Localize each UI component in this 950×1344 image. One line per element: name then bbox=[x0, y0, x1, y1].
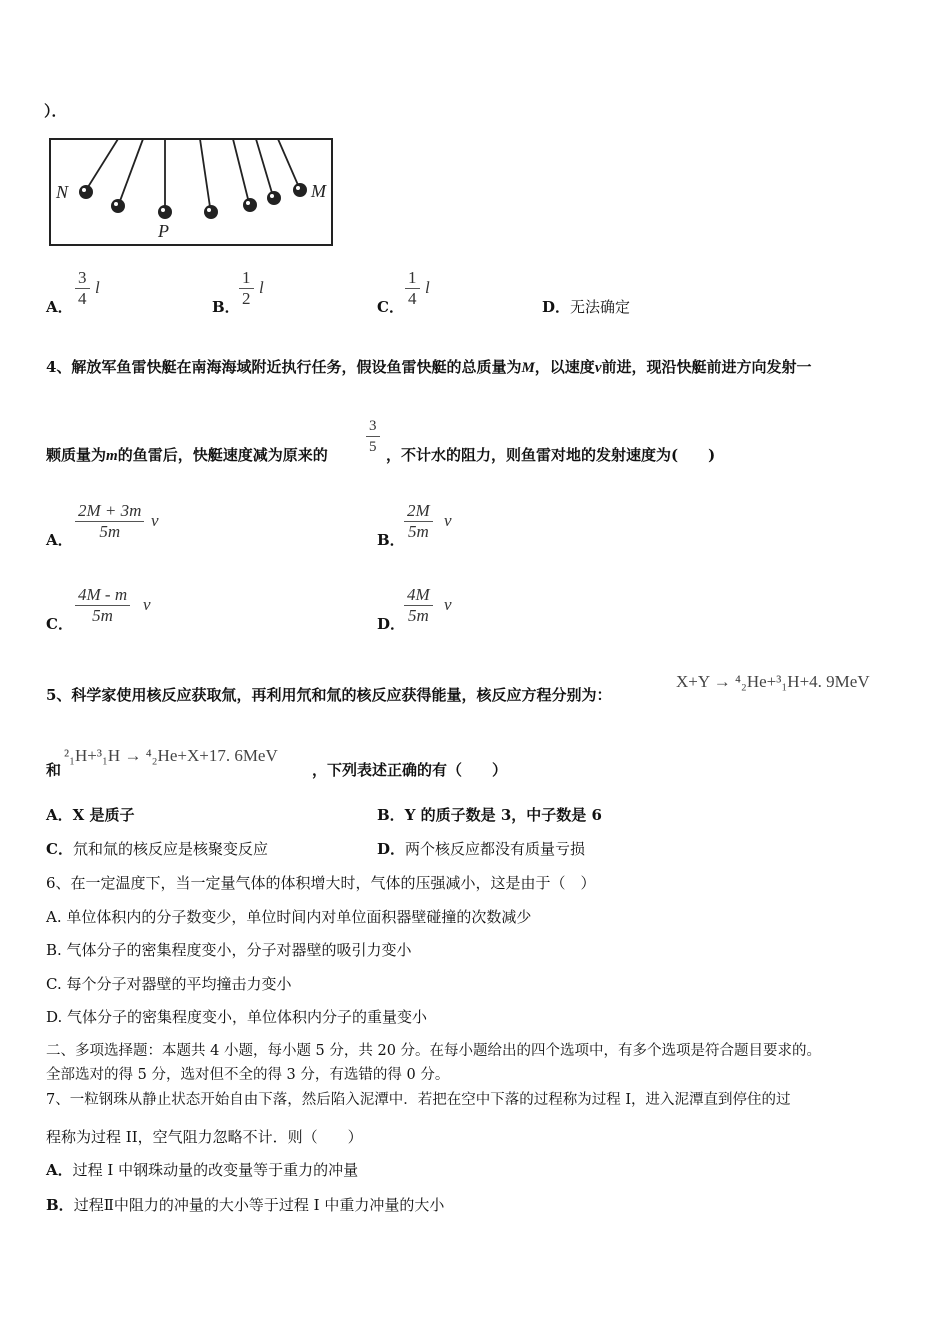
q5-option-c[interactable]: C．氘和氚的核反应是核聚变反应 bbox=[46, 840, 268, 858]
option-a[interactable]: A． bbox=[46, 298, 73, 316]
option-d[interactable]: D．无法确定 bbox=[542, 298, 631, 316]
q6-option-a[interactable]: A. 单位体积内的分子数变少，单位时间内对单位面积器壁碰撞的次数减少 bbox=[46, 908, 532, 926]
q4-option-a[interactable]: A． bbox=[46, 531, 73, 549]
label-p: P bbox=[158, 221, 169, 241]
option-b-fraction: 1 2 l bbox=[239, 268, 254, 309]
q4-option-b[interactable]: B． bbox=[377, 531, 405, 549]
q4-option-b-fraction: 2M 5m v bbox=[404, 501, 433, 542]
section2-heading: 二、多项选择题：本题共 4 小题，每小题 5 分，共 20 分。在每小题给出的四个选项中，有多个选项是符合题目要求的。 bbox=[46, 1043, 822, 1059]
q4-option-c-fraction: 4M - m 5m v bbox=[75, 585, 130, 626]
label-m: M bbox=[311, 181, 326, 201]
q5-equation-2: ²₁H+³₁H → ⁴₂He+X+17. 6MeV bbox=[64, 746, 278, 765]
q4-stem-line2-end: ，不计水的阻力，则鱼雷对地的发射速度为( ) bbox=[386, 446, 716, 464]
q4-stem-line2: 颗质量为m的鱼雷后，快艇速度减为原来的 bbox=[46, 446, 328, 464]
section2-note: 全部选对的得 5 分，选对但不全的得 3 分，有选错的得 0 分。 bbox=[46, 1067, 450, 1083]
ball-p bbox=[158, 205, 172, 219]
q5-stem-line1: 5、科学家使用核反应获取氚，再利用氘和氚的核反应获得能量，核反应方程分别为： bbox=[46, 686, 612, 704]
q4-option-c[interactable]: C． bbox=[46, 615, 73, 633]
ball-n bbox=[79, 185, 93, 199]
q5-stem-line2: ，下列表述正确的有（ ） bbox=[312, 761, 508, 779]
q4-fraction: 3 5 bbox=[366, 416, 380, 457]
q4-option-a-fraction: 2M + 3m 5m v bbox=[75, 501, 144, 542]
q7-stem-line2: 程称为过程 II，空气阻力忽略不计．则（ ） bbox=[46, 1128, 363, 1146]
q6-stem: 6、在一定温度下，当一定量气体的体积增大时，气体的压强减小，这是由于（ ） bbox=[46, 874, 596, 892]
option-c[interactable]: C． bbox=[377, 298, 404, 316]
q7-option-a[interactable]: A．过程 I 中钢珠动量的改变量等于重力的冲量 bbox=[46, 1161, 359, 1179]
option-b[interactable]: B． bbox=[212, 298, 240, 316]
question-fragment: ）． bbox=[44, 102, 67, 120]
q6-option-c[interactable]: C. 每个分子对器壁的平均撞击力变小 bbox=[46, 975, 292, 993]
q7-stem-line1: 7、一粒钢珠从静止状态开始自由下落，然后陷入泥潭中．若把在空中下落的过程称为过程 I，进入泥潭直到停住的过 bbox=[46, 1092, 791, 1108]
q4-stem-line1: 4、解放军鱼雷快艇在南海海域附近执行任务，假设鱼雷快艇的总质量为M，以速度v前进，现沿快艇前进方向发射一 bbox=[46, 358, 812, 376]
q5-stem-and: 和 bbox=[46, 761, 62, 779]
q7-option-b[interactable]: B．过程Ⅱ中阻力的冲量的大小等于过程 I 中重力冲量的大小 bbox=[46, 1196, 445, 1214]
q4-option-d[interactable]: D． bbox=[377, 615, 406, 633]
option-c-fraction: 1 4 l bbox=[405, 268, 420, 309]
q4-option-d-fraction: 4M 5m v bbox=[404, 585, 433, 626]
option-a-fraction: 3 4 l bbox=[75, 268, 90, 309]
q5-equation-1: X+Y → ⁴₂He+³₁H+4. 9MeV bbox=[676, 672, 870, 691]
pendulum-figure bbox=[48, 137, 334, 249]
q5-option-b[interactable]: B．Y 的质子数是 3，中子数是 6 bbox=[377, 806, 602, 824]
q5-option-a[interactable]: A．X 是质子 bbox=[46, 806, 135, 824]
q5-option-d[interactable]: D．两个核反应都没有质量亏损 bbox=[377, 840, 586, 858]
label-n: N bbox=[56, 182, 69, 202]
q6-option-b[interactable]: B. 气体分子的密集程度变小，分子对器壁的吸引力变小 bbox=[46, 941, 412, 959]
q6-option-d[interactable]: D. 气体分子的密集程度变小，单位体积内分子的重量变小 bbox=[46, 1008, 428, 1026]
ball-m bbox=[293, 183, 307, 197]
